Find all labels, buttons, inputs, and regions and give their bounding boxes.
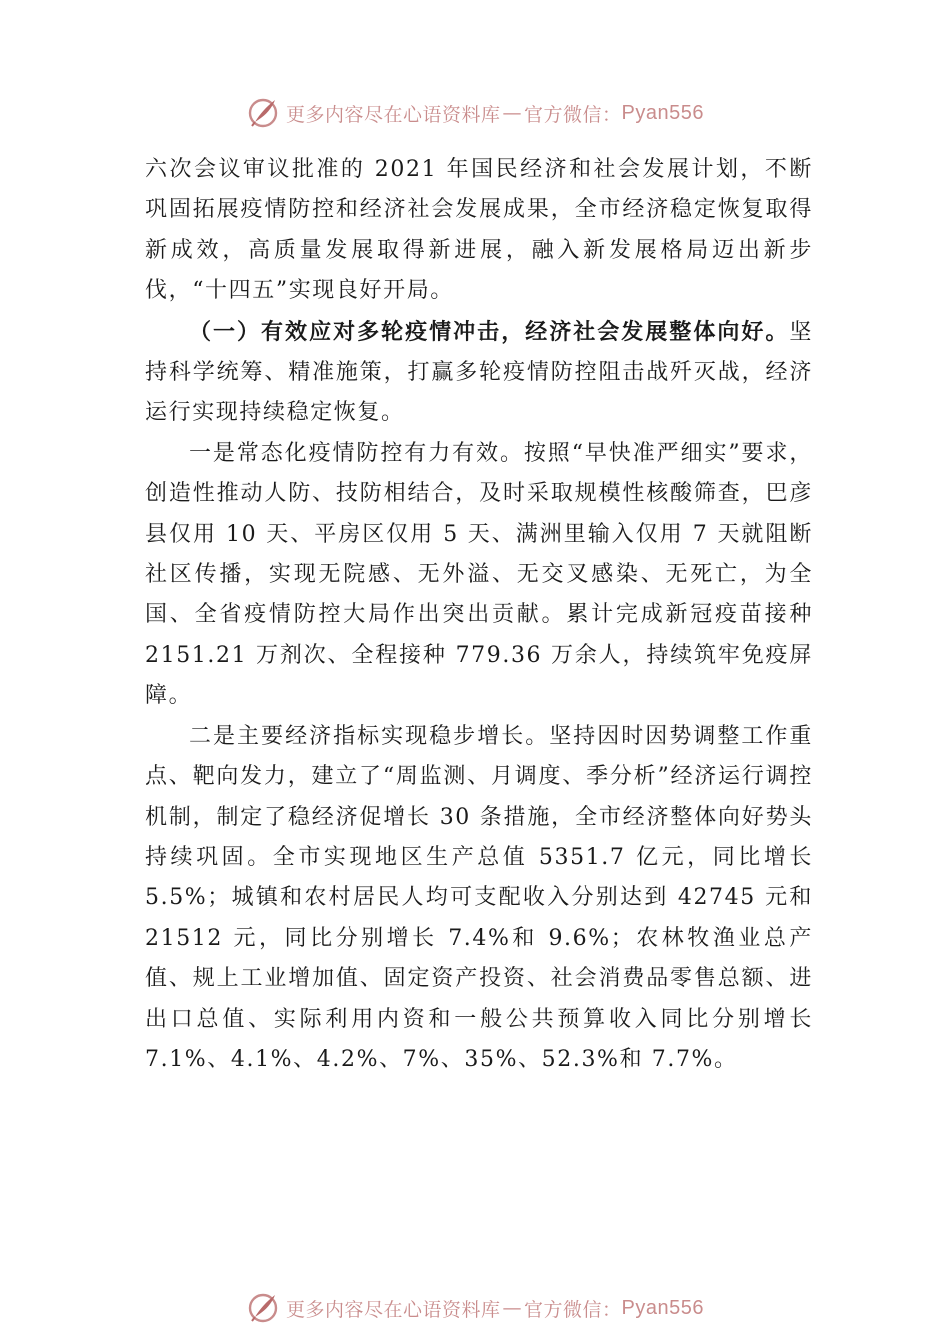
paragraph-section-1 (145, 312, 813, 434)
watermark-separator: — (502, 1297, 523, 1319)
section-heading: （一）有效应对多轮疫情冲击，经济社会发展整体向好。 (189, 318, 790, 345)
watermark-official-label: 官方微信： (524, 103, 622, 126)
header-watermark (0, 93, 950, 133)
watermark-separator: — (502, 102, 523, 124)
paragraph-intro: 六次会议审议批准的 2021 年国民经济和社会发展计划，不断巩固拓展疫情防控和经济社会发展成果，全市经济稳定恢复取得新成效，高质量发展取得新进展，融入新发展格局迈出新步伐，“十四五”实现良好开局。 (145, 157, 813, 304)
watermark-official-label: 官方微信： (524, 1298, 622, 1321)
paragraph-epidemic-control: 一是常态化疫情防控有力有效。按照“早快准严细实”要求，创造性推动人防、技防相结合，及时采取规模性核酸筛查，巴彦县仅用 10 天、平房区仅用 5 天、满洲里输入仅用 7 天就阻断社区传播，实现无院感、无外溢、无交叉感染、无死亡，为全国、全省疫情防控大局作出突出贡献。累计完成新冠疫苗接种 2151.21 万剂次、全程接种 779.36 万余人，持续筑牢免疫屏障。 (145, 440, 813, 709)
footer-watermark (0, 1288, 950, 1328)
section-body: 坚持科学统筹、精准施策，打赢多轮疫情防控阻击战歼灭战，经济运行实现持续稳定恢复。 (145, 319, 813, 426)
watermark-wechat-id: Pyan556 (621, 101, 704, 124)
quill-logo-icon (246, 96, 280, 130)
document-body (145, 150, 813, 1080)
paragraph-economic-indicators: 二是主要经济指标实现稳步增长。坚持因时因势调整工作重点、靶向发力，建立了“周监测、月调度、季分析”经济运行调控机制，制定了稳经济促增长 30 条措施，全市经济整体向好势头持续巩固。全市实现地区生产总值 5351.7 亿元，同比增长 5.5%；城镇和农村居民人均可支配收入分别达到 42745 元和 21512 元，同比分别增长 7.4%和 9.6%；农林牧渔业总产值、规上工业增加值、固定资产投资、社会消费品零售总额、进出口总值、实际利用内资和一般公共预算收入同比分别增长 7.1%、4.1%、4.2%、7%、35%、52.3%和 7.7%。 (145, 723, 813, 1072)
watermark-wechat-id: Pyan556 (621, 1296, 704, 1319)
watermark-text: 更多内容尽在心语资料库 (286, 1298, 501, 1321)
quill-logo-icon (246, 1291, 280, 1325)
watermark-text: 更多内容尽在心语资料库 (286, 103, 501, 126)
